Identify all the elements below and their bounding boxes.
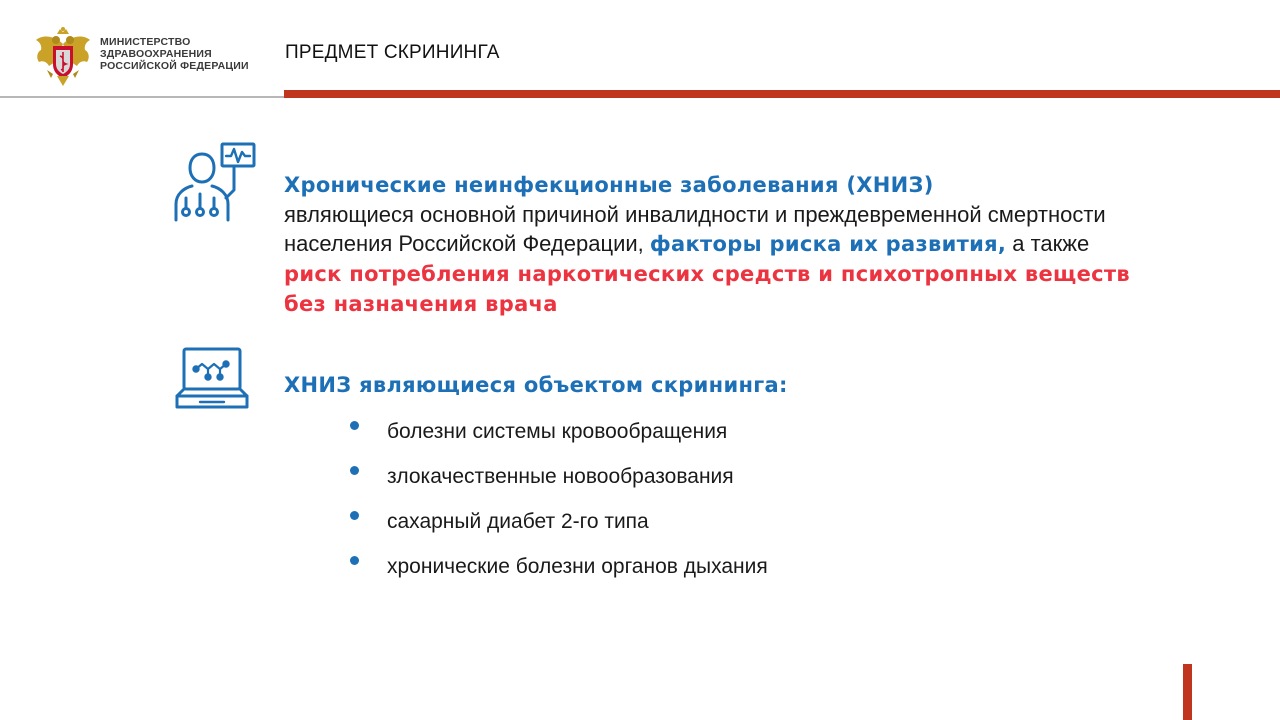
block2-heading: ХНИЗ являющиеся объектом скрининга: <box>284 373 788 397</box>
block1-highlight-drug-risk: риск потребления наркотических средств и психотропных веществ без назначения врача <box>284 262 1130 316</box>
block1-heading: Хронические неинфекционные заболевания (ХНИЗ) <box>284 173 934 197</box>
bullet-dot-icon <box>350 511 359 520</box>
list-item-text: сахарный диабет 2-го типа <box>387 510 649 533</box>
corner-accent-bar <box>1183 664 1192 720</box>
block1-highlight-risk-factors: факторы риска их развития, <box>649 232 1007 256</box>
patient-monitor-icon <box>172 142 258 224</box>
ministry-line-1: МИНИСТЕРСТВО <box>100 36 191 48</box>
page-title: ПРЕДМЕТ СКРИНИНГА <box>285 42 500 63</box>
ministry-emblem-icon <box>33 26 93 88</box>
block1-text-2: а также <box>1006 231 1090 256</box>
ministry-line-3: РОССИЙСКОЙ ФЕДЕРАЦИИ <box>100 60 249 72</box>
bullet-dot-icon <box>350 421 359 430</box>
list-item-text: хронические болезни органов дыхания <box>387 555 768 578</box>
block1-text-1: являющиеся основной причиной инвалидности и преждевременной смертности населения Российской Федерации, <box>284 202 1106 256</box>
ministry-line-2: ЗДРАВООХРАНЕНИЯ <box>100 48 212 60</box>
list-item-text: злокачественные новообразования <box>387 465 734 488</box>
list-item-text: болезни системы кровообращения <box>387 420 728 443</box>
header-divider-gray <box>0 96 284 98</box>
ministry-name <box>100 36 249 72</box>
header-divider-red <box>284 90 1280 98</box>
bullet-dot-icon <box>350 466 359 475</box>
block-chronic-diseases <box>284 170 1134 319</box>
laptop-molecule-icon <box>174 346 250 410</box>
bullet-dot-icon <box>350 556 359 565</box>
